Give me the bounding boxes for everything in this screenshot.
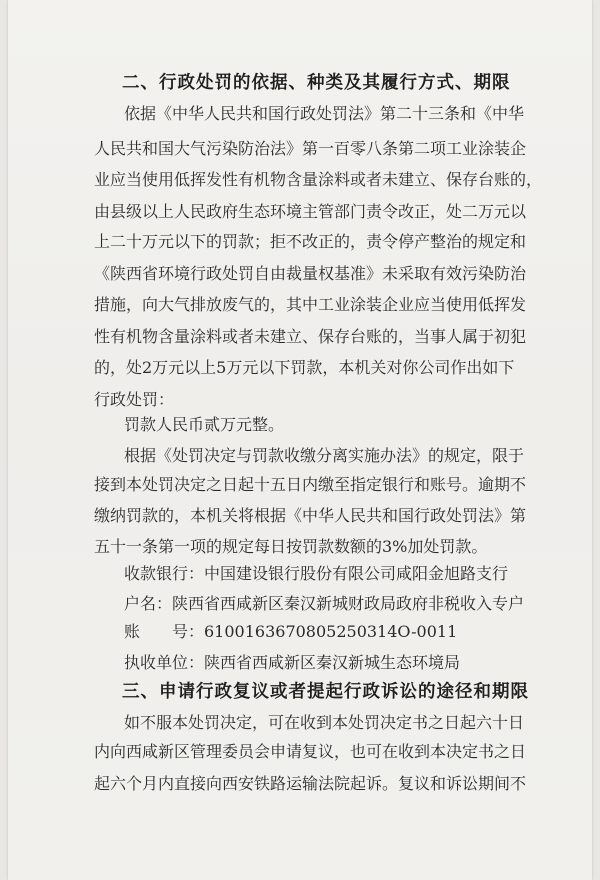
text-line: 缴纳罚款的，本机关将根据《中华人民共和国行政处罚法》第: [94, 506, 527, 525]
text-line: 五十一条第一项的规定每日按罚款数额的3%加处罚款。: [94, 537, 488, 556]
text-line: 接到本处罚决定之日起十五日内缴至指定银行和账号。逾期不: [94, 475, 527, 494]
text-line: 由县级以上人民政府生态环境主管部门责令改正，处二万元以: [94, 202, 527, 221]
text-line: 行政处罚：: [94, 390, 175, 409]
section-heading-appeal: 三、申请行政复议或者提起行政诉讼的途径和期限: [122, 682, 529, 702]
text-line: 如不服本处罚决定，可在收到本处罚决定书之日起六十日: [124, 713, 525, 732]
section-heading-penalty-basis: 二、行政处罚的依据、种类及其履行方式、期限: [122, 73, 511, 93]
text-line: 人民共和国大气污染防治法》第一百零八条第二项工业涂装企: [94, 139, 527, 158]
collecting-unit: 执收单位：陕西省西咸新区秦汉新城生态环境局: [124, 653, 461, 672]
text-line: 措施，向大气排放废气的，其中工业涂装企业应当使用低挥发: [94, 295, 527, 314]
text-line: 上二十万元以下的罚款；拒不改正的，责令停产整治的规定和: [94, 232, 527, 251]
bank-info: 收款银行：中国建设银行股份有限公司咸阳金旭路支行: [124, 564, 509, 583]
document-page: [8, 0, 592, 880]
text-line: 的，处2万元以上5万元以下罚款，本机关对你公司作出如下: [94, 358, 515, 377]
text-line: 性有机物含量涂料或者未建立、保存台账的，当事人属于初犯: [94, 327, 527, 346]
account-number: 账 号：6100163670805250314O-0011: [124, 622, 458, 641]
text-line: 依据《中华人民共和国行政处罚法》第二十三条和《中华: [124, 104, 525, 123]
text-line: 根据《处罚决定与罚款收缴分离实施办法》的规定，限于: [124, 446, 525, 465]
text-line: 业应当使用低挥发性有机物含量涂料或者未建立、保存台账的，: [94, 170, 543, 189]
penalty-amount: 罚款人民币贰万元整。: [124, 415, 285, 434]
text-line: 内向西咸新区管理委员会申请复议，也可在收到本决定书之日: [94, 742, 527, 761]
text-line: 《陕西省环境行政处罚自由裁量权基准》未采取有效污染防治: [94, 264, 527, 283]
text-line: 起六个月内直接向西安铁路运输法院起诉。复议和诉讼期间不: [94, 774, 527, 793]
account-name: 户名：陕西省西咸新区秦汉新城财政局政府非税收入专户: [124, 594, 525, 613]
